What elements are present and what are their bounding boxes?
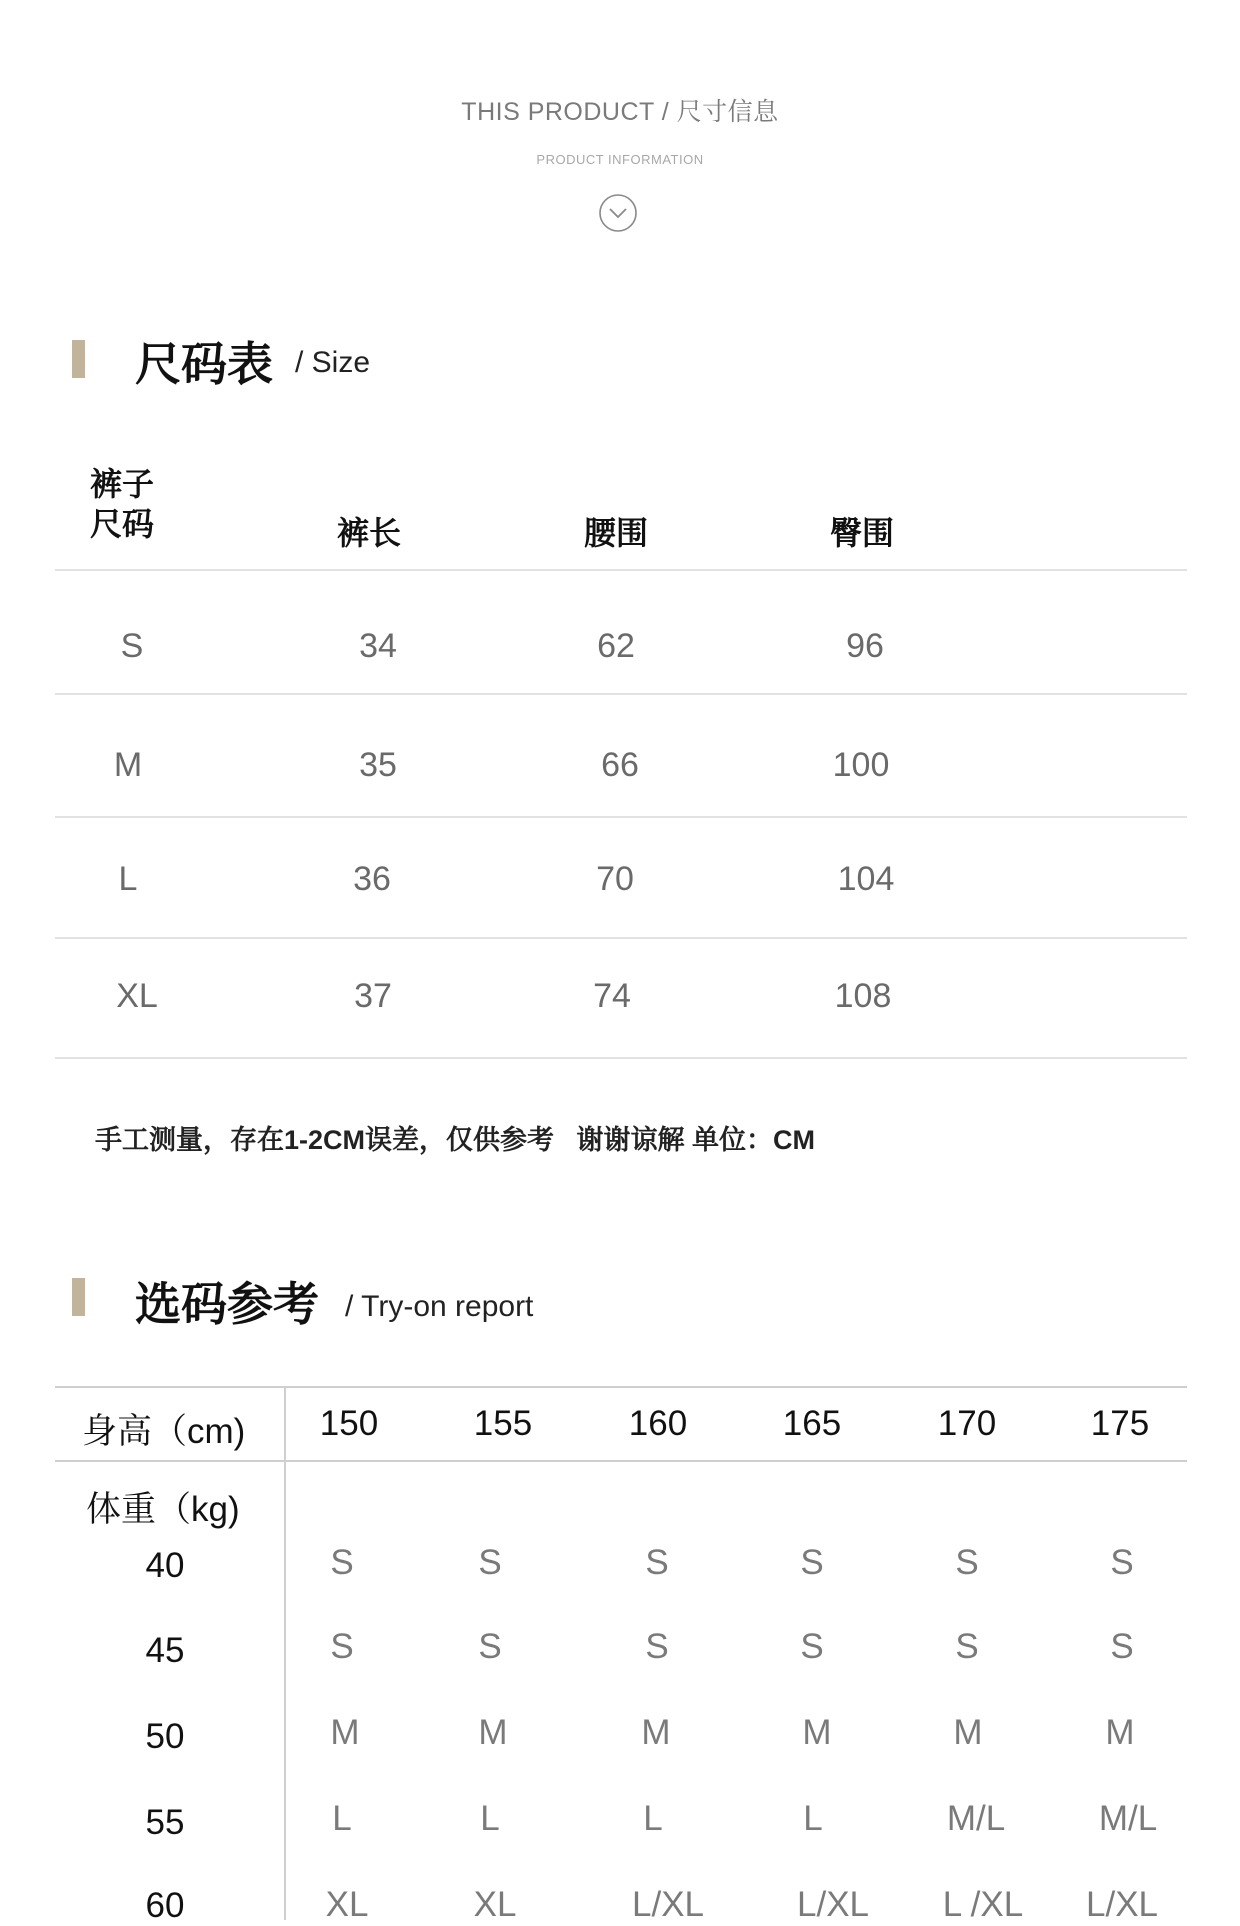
tryon-section-title: 选码参考 xyxy=(135,1278,319,1330)
size-recommendation: XL xyxy=(473,1885,517,1924)
weight-value: 55 xyxy=(145,1803,185,1842)
height-value: 175 xyxy=(1090,1404,1150,1443)
size-cell: 37 xyxy=(354,977,392,1015)
size-recommendation: M xyxy=(953,1713,983,1752)
size-recommendation: S xyxy=(1110,1543,1134,1582)
size-cell: 96 xyxy=(846,627,884,665)
size-cell: 36 xyxy=(353,860,391,898)
divider xyxy=(55,693,1187,695)
divider xyxy=(55,569,1187,571)
size-cell: 104 xyxy=(837,860,895,898)
size-cell: 34 xyxy=(359,627,397,665)
tryon-section-subtitle: / Try-on report xyxy=(345,1290,534,1323)
size-section-subtitle: / Size xyxy=(295,346,371,379)
size-recommendation: XL xyxy=(325,1885,369,1924)
weight-value: 60 xyxy=(145,1886,185,1925)
size-recommendation: S xyxy=(800,1543,824,1582)
section-accent-bar xyxy=(72,1278,85,1316)
size-col-header-line1: 裤子 xyxy=(90,466,155,502)
size-recommendation: L/XL xyxy=(632,1885,704,1924)
size-recommendation: M xyxy=(641,1713,671,1752)
size-recommendation: M xyxy=(802,1713,832,1752)
size-recommendation: S xyxy=(645,1627,669,1666)
weight-label: 体重（kg) xyxy=(86,1490,240,1529)
size-recommendation: S xyxy=(955,1627,979,1666)
header-subtitle: PRODUCT INFORMATION xyxy=(536,152,704,167)
weight-value: 40 xyxy=(145,1546,185,1585)
size-cell: XL xyxy=(116,977,158,1015)
size-col-header-hip: 臀围 xyxy=(830,515,895,551)
size-recommendation: S xyxy=(478,1543,502,1582)
divider xyxy=(55,1057,1187,1059)
size-recommendation: S xyxy=(330,1543,354,1582)
size-recommendation: S xyxy=(955,1543,979,1582)
size-recommendation: L xyxy=(332,1799,352,1838)
section-accent-bar xyxy=(72,340,85,378)
size-col-header-length: 裤长 xyxy=(337,515,402,551)
size-recommendation: M xyxy=(1105,1713,1135,1752)
size-section-title: 尺码表 xyxy=(135,338,273,390)
size-cell: 100 xyxy=(832,746,890,784)
size-cell: M xyxy=(113,746,143,784)
size-cell: 70 xyxy=(596,860,634,898)
divider xyxy=(55,1460,1187,1462)
size-cell: 66 xyxy=(601,746,639,784)
size-cell: L xyxy=(118,860,138,898)
height-label: 身高（cm) xyxy=(82,1412,246,1451)
size-recommendation: S xyxy=(478,1627,502,1666)
size-recommendation: L/XL xyxy=(797,1885,869,1924)
size-cell: 108 xyxy=(834,977,892,1015)
size-cell: 62 xyxy=(597,627,635,665)
size-cell: 74 xyxy=(593,977,631,1015)
size-cell: 35 xyxy=(359,746,397,784)
height-value: 170 xyxy=(937,1404,997,1443)
size-recommendation: M xyxy=(478,1713,508,1752)
size-recommendation: M/L xyxy=(946,1799,1006,1838)
size-recommendation: L xyxy=(480,1799,500,1838)
header-title: THIS PRODUCT / 尺寸信息 xyxy=(461,98,779,126)
size-col-header-size xyxy=(90,464,154,544)
weight-value: 45 xyxy=(145,1631,185,1670)
size-col-header-waist: 腰围 xyxy=(584,515,649,551)
size-cell: S xyxy=(120,627,144,665)
size-recommendation: L xyxy=(643,1799,663,1838)
divider xyxy=(55,1386,1187,1388)
height-value: 160 xyxy=(628,1404,688,1443)
size-recommendation: M/L xyxy=(1098,1799,1158,1838)
size-col-header-line2: 尺码 xyxy=(90,506,155,542)
height-value: 155 xyxy=(473,1404,533,1443)
size-recommendation: S xyxy=(800,1627,824,1666)
divider xyxy=(55,937,1187,939)
size-recommendation: M xyxy=(330,1713,360,1752)
size-recommendation: S xyxy=(645,1543,669,1582)
divider xyxy=(55,816,1187,818)
size-recommendation: L /XL xyxy=(942,1885,1024,1924)
size-recommendation: L/XL xyxy=(1086,1885,1158,1924)
weight-value: 50 xyxy=(145,1717,185,1756)
height-value: 150 xyxy=(319,1404,379,1443)
size-recommendation: S xyxy=(1110,1627,1134,1666)
size-recommendation: L xyxy=(803,1799,823,1838)
size-recommendation: S xyxy=(330,1627,354,1666)
measurement-note: 手工测量，存在1-2CM误差，仅供参考 谢谢谅解 单位：CM xyxy=(95,1125,816,1155)
chevron-down-circle-icon[interactable] xyxy=(598,193,638,233)
height-value: 165 xyxy=(782,1404,842,1443)
